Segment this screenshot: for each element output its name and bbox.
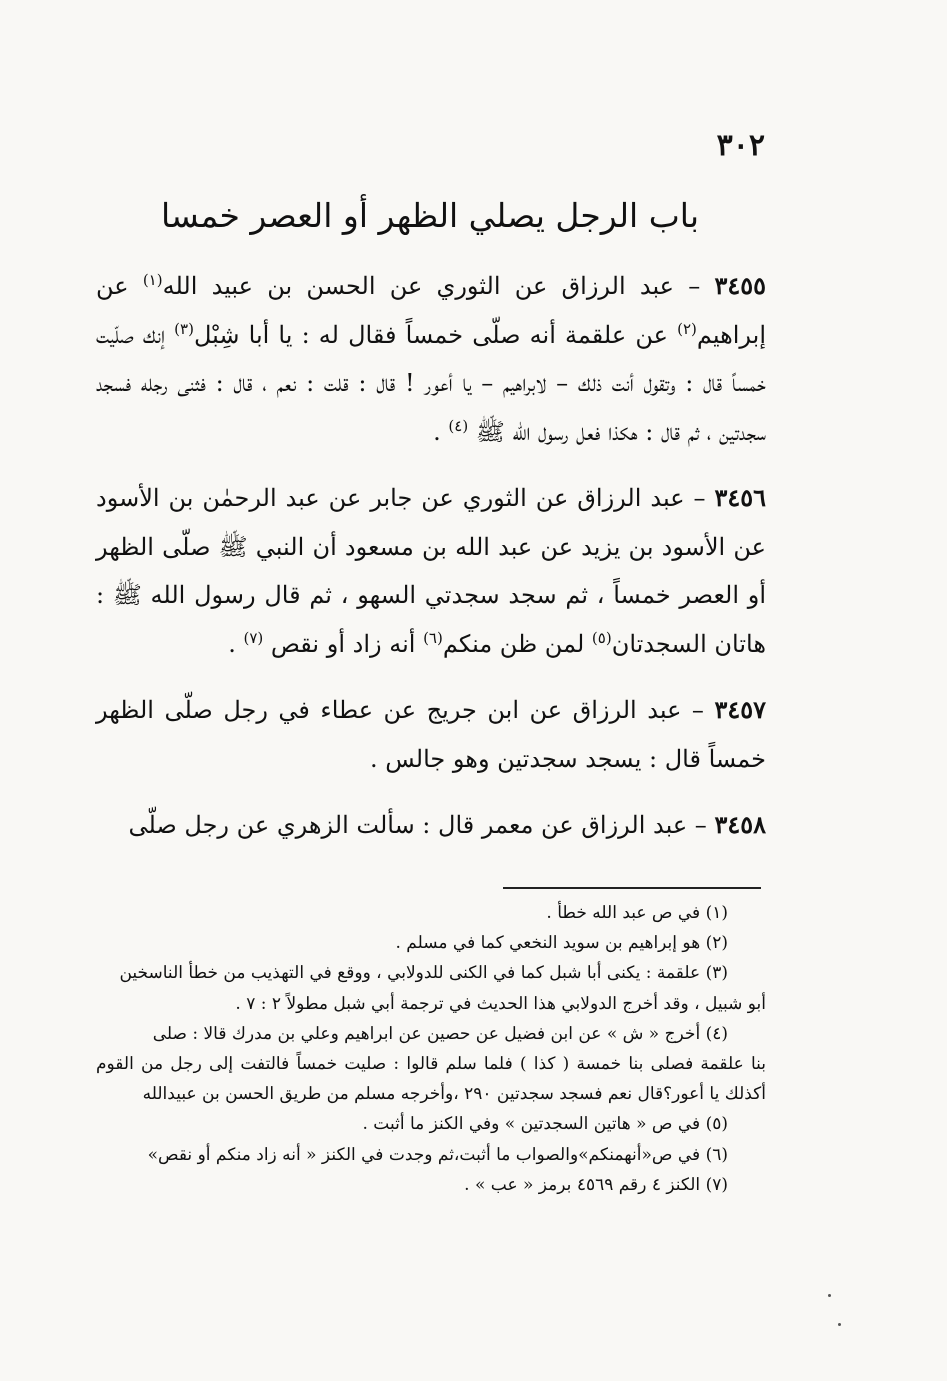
hadith-number: ٣٤٥٨: [714, 810, 766, 839]
footnote-3: [96, 958, 766, 988]
footnote-ref: (٧): [243, 628, 264, 647]
footnote-ref: (٣): [174, 319, 194, 338]
footnote-4: [96, 1019, 766, 1049]
footnote-4-continued: [96, 1049, 766, 1109]
footnote-number: (٣): [705, 963, 728, 984]
hadith-text: .: [433, 417, 441, 446]
dash: –: [681, 696, 715, 724]
footnote-ref: (٥): [591, 628, 612, 647]
page-number: ٣٠٢: [716, 128, 765, 163]
hadith-text: عبد الرزاق عن ابن جريج عن عطاء في رجل صلّى الظهر خمساً قال : يسجد سجدتين وهو جالس .: [96, 696, 766, 773]
footnote-text: في ص«أنهمنكم»والصواب ما أثبت،ثم وجدت في الكنز « أنه زاد منكم أو نقص»: [147, 1144, 701, 1165]
hadith-text: أنه زاد أو نقص: [270, 629, 416, 658]
dash: –: [684, 484, 715, 512]
footnote-number: (٤): [705, 1023, 728, 1044]
footnote-2: [96, 928, 766, 958]
dash: –: [674, 272, 715, 300]
footnote-separator: [503, 887, 761, 889]
hadith-text: عبد الرزاق عن الثوري عن جابر عن عبد الرحمٰن بن الأسود عن الأسود بن يزيد عن عبد الله بن مسعود أن النبي ﷺ صلّى الظهر أو العصر خمساً ، ثم سجد سجدتي السهو ، ثم قال رسول الله ﷺ : هاتان السجدتان: [96, 484, 766, 658]
hadith-3458: [96, 801, 766, 850]
footnote-number: (٦): [705, 1144, 728, 1165]
scan-speck: [838, 1323, 841, 1326]
hadith-number: ٣٤٥٥: [714, 271, 766, 300]
hadith-3457: [96, 686, 766, 783]
footnote-text: علقمة : يكنى أبا شبل كما في الكنى للدولابي ، ووقع في التهذيب من خطأ الناسخين: [119, 963, 701, 984]
footnote-text: في ص « هاتين السجدتين » وفي الكنز ما أثبت .: [362, 1114, 701, 1135]
footnote-5: [96, 1109, 766, 1139]
footnote-1: [96, 898, 766, 928]
hadith-number: ٣٤٥٦: [714, 483, 767, 512]
hadith-3455: [96, 262, 766, 456]
footnote-number: (٥): [705, 1114, 728, 1135]
footnote-7: [96, 1170, 766, 1200]
hadith-text: إنك صلّيت خمساً قال : وتقول أنت ذلك – لابراهيم – يا أعور ! قال : قلت : نعم ، قال : فثنى رجله فسجد سجدتين ، ثم قال : هكذا فعل رسول الله ﷺ: [96, 320, 766, 446]
hadith-text: .: [228, 629, 236, 658]
hadith-3456: [96, 474, 766, 668]
footnote-text: هو إبراهيم بن سويد النخعي كما في مسلم .: [395, 933, 701, 954]
hadith-text: لمن ظن منكم: [442, 629, 585, 658]
footnote-text: بنا علقمة فصلى بنا خمسة ( كذا ) فلما سلم قالوا : صليت خمساً فالتفت إلى رجل من القوم أكذلك يا أعور؟قال نعم فسجد سجدتين ٢٩٠ ،وأخرجه مسلم من طريق الحسن بن عبيدالله: [96, 1054, 766, 1105]
hadith-text: عن إبراهيم: [96, 272, 766, 349]
hadith-number: ٣٤٥٧: [714, 695, 766, 724]
footnote-text: أخرج « ش » عن ابن فضيل عن حصين عن ابراهيم وعلي بن مدرك قالا : صلى: [152, 1023, 701, 1044]
footnote-number: (٢): [705, 933, 728, 954]
footnote-ref: (٢): [677, 319, 697, 338]
dash: –: [687, 811, 715, 839]
chapter-title: باب الرجل يصلي الظهر أو العصر خمسا: [160, 196, 700, 235]
footnote-text: في ص عبد الله خطأ .: [546, 903, 701, 923]
footnote-text: الكنز ٤ رقم ٤٥٦٩ برمز « عب » .: [464, 1174, 701, 1195]
footnote-number: (١): [705, 903, 728, 923]
hadith-text: عبد الرزاق عن معمر قال : سألت الزهري عن رجل صلّى: [128, 811, 688, 839]
footnote-3-continued: [96, 989, 766, 1019]
footnote-ref: (١): [142, 271, 163, 289]
footnotes: [96, 898, 766, 1200]
footnote-number: (٧): [705, 1174, 728, 1195]
scan-speck: [828, 1294, 831, 1297]
hadith-text: عبد الرزاق عن الثوري عن الحسن بن عبيد الله: [162, 272, 675, 300]
hadith-text: عن علقمة أنه صلّى خمساً فقال له : يا أبا شِبْل: [193, 320, 668, 349]
footnote-6: [96, 1140, 766, 1170]
footnote-ref: (٦): [423, 628, 443, 647]
footnote-text: أبو شبيل ، وقد أخرج الدولابي هذا الحديث في ترجمة أبي شبل مطولاً ٢ : ٧ .: [235, 993, 766, 1014]
footnote-ref: (٤): [448, 416, 469, 435]
hadith-body: [96, 262, 766, 868]
